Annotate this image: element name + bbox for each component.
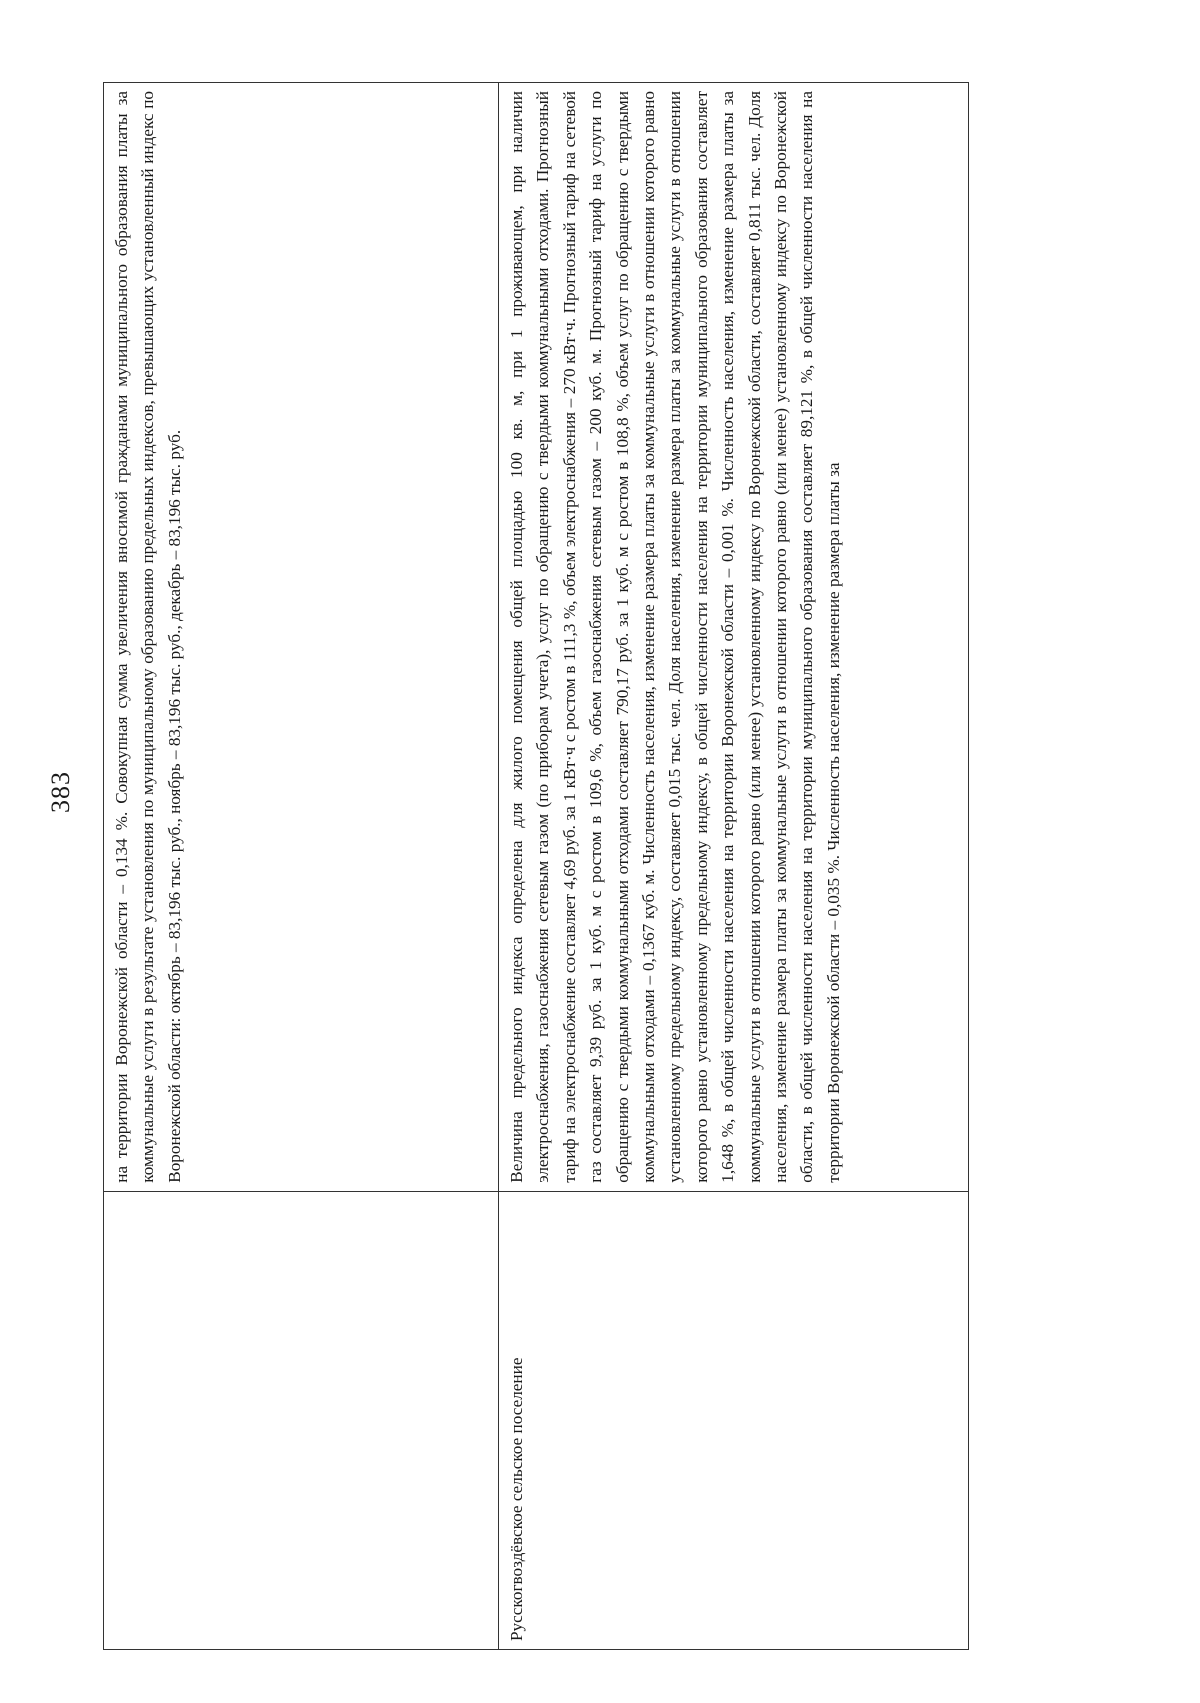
settlement-name: Русскогвоздёвское сельское поселение <box>507 1357 526 1641</box>
document-page <box>0 50 1000 1650</box>
table-row <box>499 83 969 1650</box>
index-description-cell <box>104 83 499 1192</box>
table-row <box>104 83 499 1650</box>
tariff-index-table <box>103 82 969 1650</box>
page-number: 383 <box>46 771 75 813</box>
settlement-name-cell <box>499 1191 969 1649</box>
index-description-text: на территории Воронежской области – 0,134 %. Совокупная сумма увеличения вносимой гражданами муниципального образования платы за коммунальные услуги в результате установления по муниципальному образованию предельных индексов, превышающих установленный индекс по Воронежской области: октябрь – 83,196 тыс. руб., ноябрь – 83,196 тыс. руб., декабрь – 83,196 тыс. руб. <box>112 91 184 1183</box>
index-description-cell <box>499 83 969 1192</box>
settlement-name-cell <box>104 1191 499 1649</box>
index-description-text: Величина предельного индекса определена для жилого помещения общей площадью 100 кв. м, при 1 проживающем, при наличии электроснабжения, газоснабжения сетевым газом (по приборам учета), услуг по обращению с твердыми коммунальными отходами. Прогнозный тариф на электроснабжение составляет 4,69 руб. за 1 кВт·ч с ростом в 111,3 %, объем электроснабжения – 270 кВт·ч. Прогнозный тариф на сетевой газ составляет 9,39 руб. за 1 куб. м с ростом в 109,6 %, объем газоснабжения сетевым газом – 200 куб. м. Прогнозный тариф на услуги по обращению с твердыми коммунальными отходами составляет 790,17 руб. за 1 куб. м с ростом в 108,8 %, объем услуг по обращению с твердыми коммунальными отходами – 0,1367 куб. м. Численность населения, изменение размера платы за коммунальные услуги в отношении которого равно установленному предельному индексу, составляет 0,015 тыс. чел. Доля населения, изменение размера платы за коммунальные услуги в отношении которого равно установленному предельному индексу, в общей численности населения на территории муниципального образования составляет 1,648 %, в общей численности населения на территории Воронежской области – 0,001 %. Численность населения, изменение размера платы за коммунальные услуги в отношении которого равно (или менее) установленному индексу по Воронежской области, составляет 0,811 тыс. чел. Доля населения, изменение размера платы за коммунальные услуги в отношении которого равно (или менее) установленному индексу по Воронежской области, в общей численности населения на территории муниципального образования составляет 89,121 %, в общей численности населения на территории Воронежской области – 0,035 %. Численность населения, изменение размера платы за <box>507 91 843 1183</box>
